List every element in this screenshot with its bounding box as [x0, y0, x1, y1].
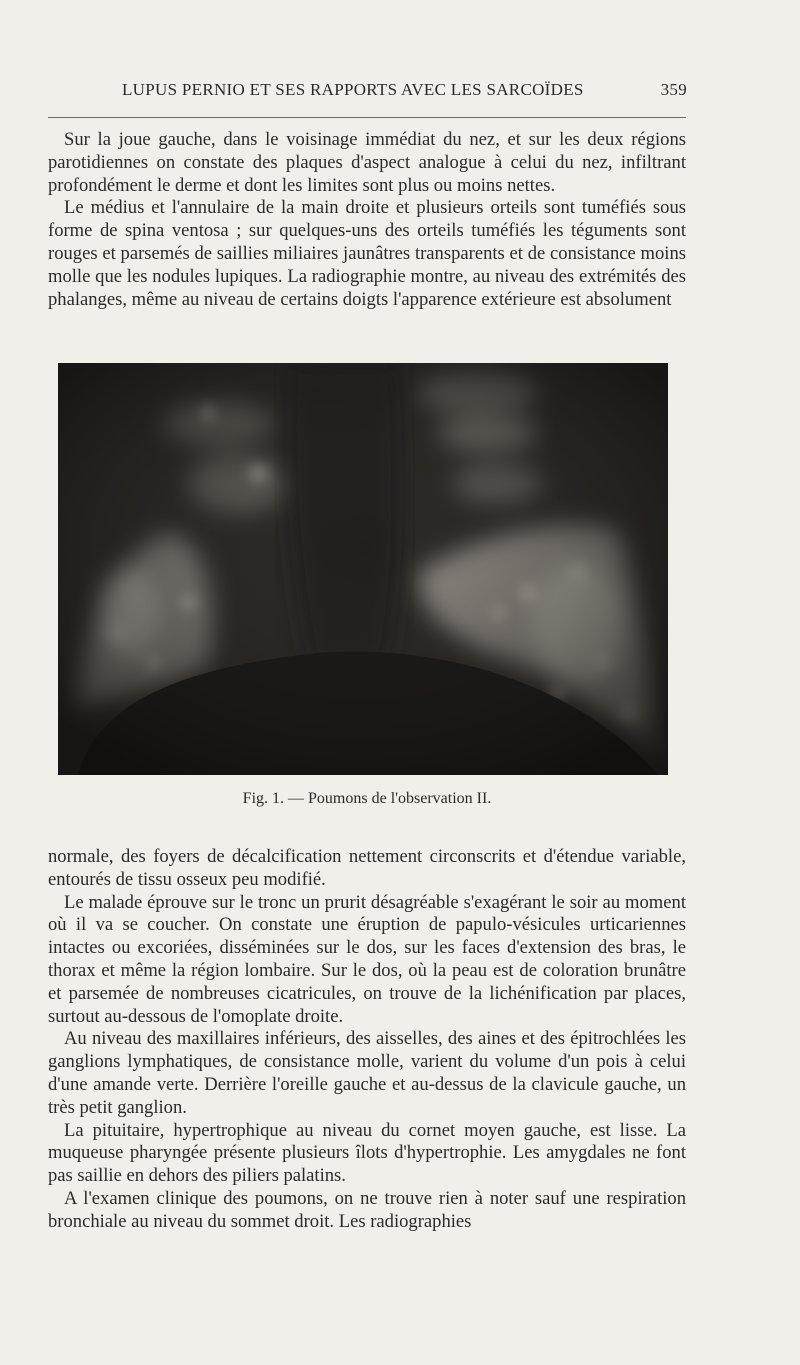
paragraph: Au niveau des maxillaires inférieurs, des aisselles, des aines et des épitrochlées les ganglions lymphatiques, de consistance molle, varient du volume d'un pois à celui d'une amande verte. Derrière l'oreille gauche et au-dessus de la clavicule gauche, un très petit ganglion. [48, 1028, 686, 1118]
figure-caption: Fig. 1. — Poumons de l'observation II. [242, 790, 492, 807]
header-rule [48, 117, 686, 118]
paragraph: Le malade éprouve sur le tronc un prurit désagréable s'exagérant le soir au moment où il va se coucher. On constate une éruption de papulo-vésicules urticariennes intactes ou excoriées, disséminées sur le dos, sur les faces d'extension des bras, le thorax et même la région lombaire. Sur le dos, où la peau est de coloration brunâtre et parsemée de nombreuses cicatricules, on trouve de la lichénification par places, surtout au-dessous de l'omoplate droite. [48, 891, 686, 1027]
text-block-top [48, 129, 686, 311]
paragraph: Sur la joue gauche, dans le voisinage immédiat du nez, et sur les deux régions parotidiennes on constate des plaques d'aspect analogue à celui du nez, infiltrant profondément le derme et dont les limites sont plus ou moins nettes. [48, 129, 686, 196]
paragraph: A l'examen clinique des poumons, on ne trouve rien à noter sauf une respiration bronchiale au niveau du sommet droit. Les radiographies [48, 1187, 686, 1232]
text-block-bottom [48, 846, 686, 1234]
paragraph: normale, des foyers de décalcification nettement circonscrits et d'étendue variable, entourés de tissu osseux peu modifié. [48, 846, 686, 890]
paragraph: Le médius et l'annulaire de la main droite et plusieurs orteils sont tuméfiés sous forme de spina ventosa ; sur quelques-uns des orteils tuméfiés les téguments sont rouges et parsemés de saillies miliaires jaunâtres transparents et de consistance moins molle que les nodules lupiques. La radiographie montre, au niveau des extrémités des phalanges, même au niveau de certains doigts l'apparence extérieure est absolument [48, 197, 686, 310]
running-title: LUPUS PERNIO ET SES RAPPORTS AVEC LES SARCOÏDES [122, 80, 584, 99]
radiograph-image [58, 363, 668, 775]
lung-radiograph-figure [58, 363, 668, 775]
paragraph: La pituitaire, hypertrophique au niveau du cornet moyen gauche, est lisse. La muqueuse pharyngée présente plusieurs îlots d'hypertrophie. Les amygdales ne font pas saillie en dehors des piliers palatins. [48, 1119, 686, 1187]
running-header [122, 80, 687, 106]
page-number: 359 [660, 80, 687, 99]
